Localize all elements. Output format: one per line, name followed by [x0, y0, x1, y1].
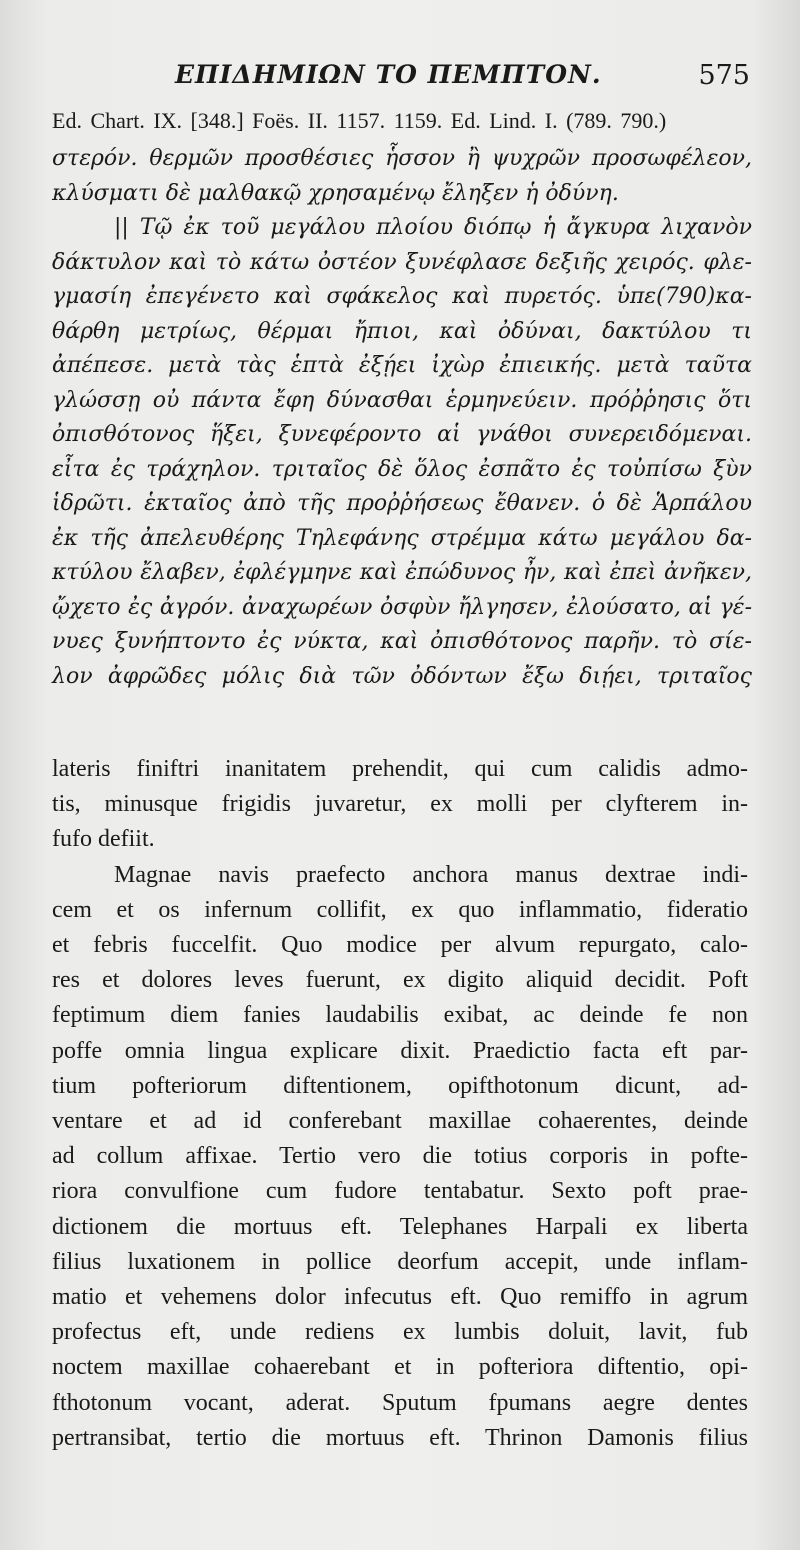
greek-line: γμασίη ἐπεγένετο καὶ σφάκελος καὶ πυρετός. ὑπε(790)κα- [52, 284, 752, 309]
greek-line: εἶτα ἐς τράχηλον. τριταῖος δὲ ὅλος ἐσπᾶτο ἐς τοὐπίσω ξὺν [52, 456, 752, 482]
latin-line: poffe omnia lingua explicare dixit. Praedictio facta eft par- [52, 1037, 748, 1064]
latin-line: profectus eft, unde rediens ex lumbis doluit, lavit, fub [52, 1319, 748, 1346]
greek-line: ᾤχετο ἐς ἀγρόν. ἀναχωρέων ὀσφὺν ἤλγησεν, ἐλούσατο, αἱ γέ- [52, 594, 752, 620]
greek-line: ἐκ τῆς ἀπελευθέρης Τηλεφάνης στρέμμα κάτω μεγάλου δα- [52, 525, 752, 551]
greek-line: δάκτυλον καὶ τὸ κάτω ὀστέον ξυνέφλασε δεξιῆς χειρός. φλε- [52, 249, 752, 275]
latin-text-block [52, 752, 748, 1456]
latin-line: dictionem die mortuus eft. Telephanes Harpali ex liberta [52, 1213, 748, 1240]
latin-line: matio et vehemens dolor infecutus eft. Quo remiffo in agrum [52, 1284, 748, 1311]
greek-text-block [52, 142, 752, 694]
latin-line: tium pofteriorum diftentionem, opifthotonum dicunt, ad- [52, 1072, 748, 1099]
latin-line: feptimum diem fanies laudabilis exibat, ac deinde fe non [52, 1002, 748, 1029]
greek-line: θάρθη μετρίως, θέρμαι ἤπιοι, καὶ ὀδύναι, δακτύλου τι [52, 318, 752, 344]
greek-line: ἀπέπεσε. μετὰ τὰς ἑπτὰ ἐξῄει ἰχὼρ ἐπιεικής. μετὰ ταῦτα [52, 353, 752, 378]
greek-line: στερόν. θερμῶν προσθέσιες ἧσσον ἢ ψυχρῶν προσωφέλεον, [52, 146, 752, 171]
latin-paragraph-start: Magnae navis praefecto anchora manus dextrae indi- [114, 861, 748, 888]
latin-line: ventare et ad id conferebant maxillae cohaerentes, deinde [52, 1108, 748, 1135]
greek-line: νυες ξυνήπτοντο ἐς νύκτα, καὶ ὀπισθότονος παρῆν. τὸ σίε- [52, 629, 752, 654]
latin-line: noctem maxillae cohaerebant et in pofteriora diftentio, opi- [52, 1354, 748, 1381]
greek-line: γλώσσῃ οὐ πάντα ἔφη δύνασθαι ἑρμηνεύειν. πρόῤῥησις ὅτι [52, 387, 752, 413]
greek-line: λον ἀφρῶδες μόλις διὰ τῶν ὀδόντων ἔξω διῄει, τριταῖος [52, 663, 752, 689]
latin-line: res et dolores leves fuerunt, ex digito aliquid decidit. Poft [52, 967, 748, 994]
greek-line: || Τῷ ἐκ τοῦ μεγάλου πλοίου διόπῳ ἡ ἄγκυρα λιχανὸν [114, 215, 752, 240]
latin-line: fufo defiit. [52, 826, 155, 853]
latin-line: fthotonum vocant, aderat. Sputum fpumans aegre dentes [52, 1389, 748, 1416]
latin-line: filius luxationem in pollice deorfum accepit, unde inflam- [52, 1248, 748, 1275]
running-title: ΕΠΙΔΗΜΙΩΝ ΤΟ ΠΕΜΠΤΟΝ. [175, 60, 602, 89]
latin-line: et febris fuccelfit. Quo modice per alvum repurgato, calo- [52, 932, 748, 959]
greek-line: ὀπισθότονος ἥξει, ξυνεφέροντο αἱ γνάθοι συνερειδόμεναι. [52, 422, 752, 447]
greek-line: κτύλου ἔλαβεν, ἐφλέγμηνε καὶ ἐπώδυνος ἦν, καὶ ἐπεὶ ἀνῆκεν, [52, 560, 752, 585]
latin-line: lateris finiftri inanitatem prehendit, qui cum calidis admo- [52, 756, 748, 782]
page-number: 575 [698, 60, 750, 91]
greek-line: κλύσματι δὲ μαλθακῷ χρησαμένῳ ἔληξεν ἡ ὀδύνη. [52, 180, 619, 206]
latin-line: ad collum affixae. Tertio vero die totius corporis in pofte- [52, 1143, 748, 1170]
edition-reference-line: Ed. Chart. IX. [348.] Foës. II. 1157. 1159. Ed. Lind. I. (789. 790.) [52, 108, 667, 133]
latin-line: pertransibat, tertio die mortuus eft. Thrinon Damonis filius [52, 1424, 748, 1451]
latin-line: cem et os infernum collifit, ex quo inflammatio, fideratio [52, 896, 748, 923]
latin-line: tis, minusque frigidis juvaretur, ex molli per clyfterem in- [52, 791, 748, 818]
latin-line: riora convulfione cum fudore tentabatur. Sexto poft prae- [52, 1178, 748, 1205]
running-head [60, 60, 750, 100]
greek-line: ἱδρῶτι. ἑκταῖος ἀπὸ τῆς προῤῥήσεως ἔθανεν. ὁ δὲ Ἁρπάλου [52, 491, 752, 516]
